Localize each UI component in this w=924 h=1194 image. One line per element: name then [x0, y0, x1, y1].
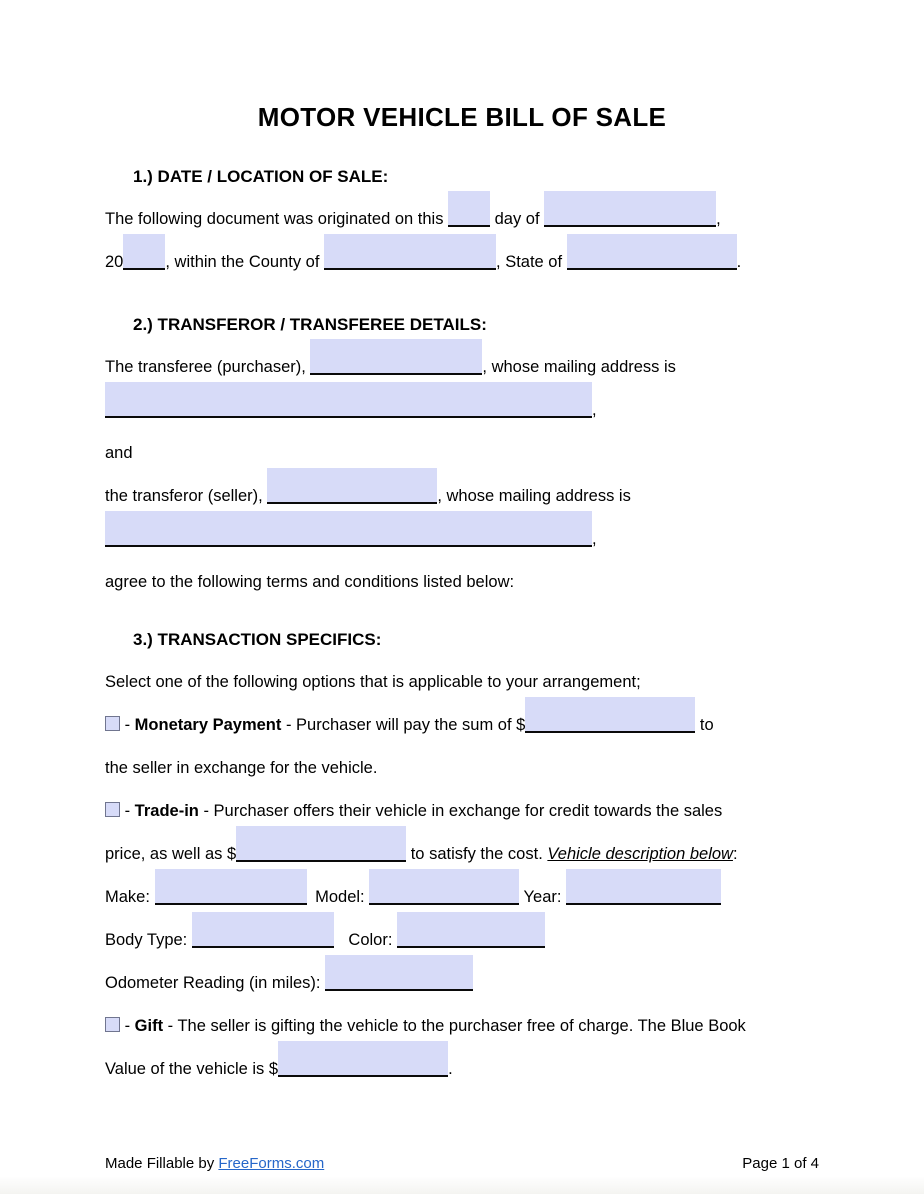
trade-in-checkbox[interactable] — [105, 802, 120, 817]
gift-label: Gift — [134, 1017, 164, 1035]
month-field[interactable] — [544, 211, 716, 227]
model-label: Model: — [310, 888, 370, 906]
made-fillable-note — [105, 1154, 324, 1174]
county-field[interactable] — [324, 254, 496, 270]
year-label: Year: — [519, 888, 567, 906]
make-model-year-line — [105, 876, 819, 919]
trade-in-label: Trade-in — [134, 802, 199, 820]
text-segment: , whose mailing address is — [437, 487, 631, 505]
date-line-1 — [105, 198, 819, 241]
text-segment: , — [592, 530, 597, 548]
text-segment: , within the County of — [165, 253, 325, 271]
agreement-line — [105, 561, 819, 604]
purchaser-name-field[interactable] — [310, 359, 482, 375]
seller-address-field[interactable] — [105, 531, 592, 547]
trade-in-line — [105, 790, 819, 833]
trade-in-credit-field[interactable] — [236, 846, 406, 862]
seller-address-line — [105, 518, 819, 561]
monetary-payment-line-2 — [105, 747, 819, 790]
monetary-payment-label: Monetary Payment — [134, 716, 282, 734]
gift-value-field[interactable] — [278, 1061, 448, 1077]
odometer-field[interactable] — [325, 975, 473, 991]
gift-checkbox[interactable] — [105, 1017, 120, 1032]
text-segment: - Purchaser offers their vehicle in exchange for credit towards the sales — [198, 802, 723, 820]
text-segment: : — [732, 845, 738, 863]
document-content — [0, 96, 924, 1091]
text-segment: , State of — [496, 253, 567, 271]
text-segment: day of — [490, 210, 545, 228]
body-type-field[interactable] — [192, 932, 334, 948]
color-label: Color: — [343, 931, 398, 949]
monetary-payment-checkbox[interactable] — [105, 716, 120, 731]
text-segment: to — [695, 716, 714, 734]
text-segment: 20 — [105, 253, 124, 271]
text-segment: , — [592, 401, 597, 419]
text-segment: - The seller is gifting the vehicle to the purchaser free of charge. The Blue Book — [163, 1017, 746, 1035]
text-segment: to satisfy the cost. — [406, 845, 548, 863]
year-suffix-field[interactable] — [123, 254, 165, 270]
document-title: MOTOR VEHICLE BILL OF SALE — [257, 102, 667, 132]
trade-in-line-2 — [105, 833, 819, 876]
body-type-color-line — [105, 919, 819, 962]
text-segment: the transferor (seller), — [105, 487, 268, 505]
make-field[interactable] — [155, 889, 307, 905]
section-1-heading: 1.) DATE / LOCATION OF SALE: — [133, 167, 389, 186]
odometer-label: Odometer Reading (in miles): — [105, 974, 326, 992]
text-segment: - — [120, 802, 135, 820]
date-line-2 — [105, 241, 819, 284]
purchaser-address-field[interactable] — [105, 402, 592, 418]
purchaser-line — [105, 346, 819, 389]
color-field[interactable] — [397, 932, 545, 948]
text-segment: - — [120, 716, 135, 734]
day-field[interactable] — [448, 211, 490, 227]
model-field[interactable] — [369, 889, 519, 905]
gift-line-2 — [105, 1048, 819, 1091]
odometer-line — [105, 962, 819, 1005]
text-segment: and — [105, 444, 133, 462]
options-intro-line — [105, 661, 819, 704]
make-label: Make: — [105, 888, 155, 906]
freeforms-link[interactable]: FreeForms.com — [218, 1155, 325, 1172]
text-segment: Select one of the following options that is applicable to your arrangement; — [105, 673, 641, 691]
text-segment: the seller in exchange for the vehicle. — [105, 759, 378, 777]
text-segment: , whose mailing address is — [482, 358, 676, 376]
section-3-heading: 3.) TRANSACTION SPECIFICS: — [133, 630, 382, 649]
text-segment: The transferee (purchaser), — [105, 358, 311, 376]
text-segment: The following document was originated on this — [105, 210, 449, 228]
vehicle-description-label: Vehicle description below — [547, 845, 733, 863]
text-segment: . — [448, 1060, 453, 1078]
text-segment: agree to the following terms and conditions listed below: — [105, 573, 515, 591]
vehicle-year-field[interactable] — [566, 889, 721, 905]
conjunction-line — [105, 432, 819, 475]
monetary-amount-field[interactable] — [525, 717, 695, 733]
text-segment: - Purchaser will pay the sum of $ — [281, 716, 526, 734]
gift-line — [105, 1005, 819, 1048]
state-field[interactable] — [567, 254, 737, 270]
text-segment: Value of the vehicle is $ — [105, 1060, 279, 1078]
page-number-indicator: Page 1 of 4 — [742, 1155, 819, 1172]
text-segment: , — [716, 210, 721, 228]
text-segment: - — [120, 1017, 135, 1035]
body-type-label: Body Type: — [105, 931, 192, 949]
seller-line — [105, 475, 819, 518]
section-2-heading: 2.) TRANSFEROR / TRANSFEREE DETAILS: — [133, 315, 487, 334]
text-segment: Made Fillable by — [105, 1155, 219, 1172]
seller-name-field[interactable] — [267, 488, 437, 504]
page-footer — [105, 1154, 819, 1174]
page-bottom-edge — [0, 1177, 924, 1194]
text-segment: price, as well as $ — [105, 845, 237, 863]
monetary-payment-line — [105, 704, 819, 747]
text-segment: . — [736, 253, 742, 271]
purchaser-address-line — [105, 389, 819, 432]
